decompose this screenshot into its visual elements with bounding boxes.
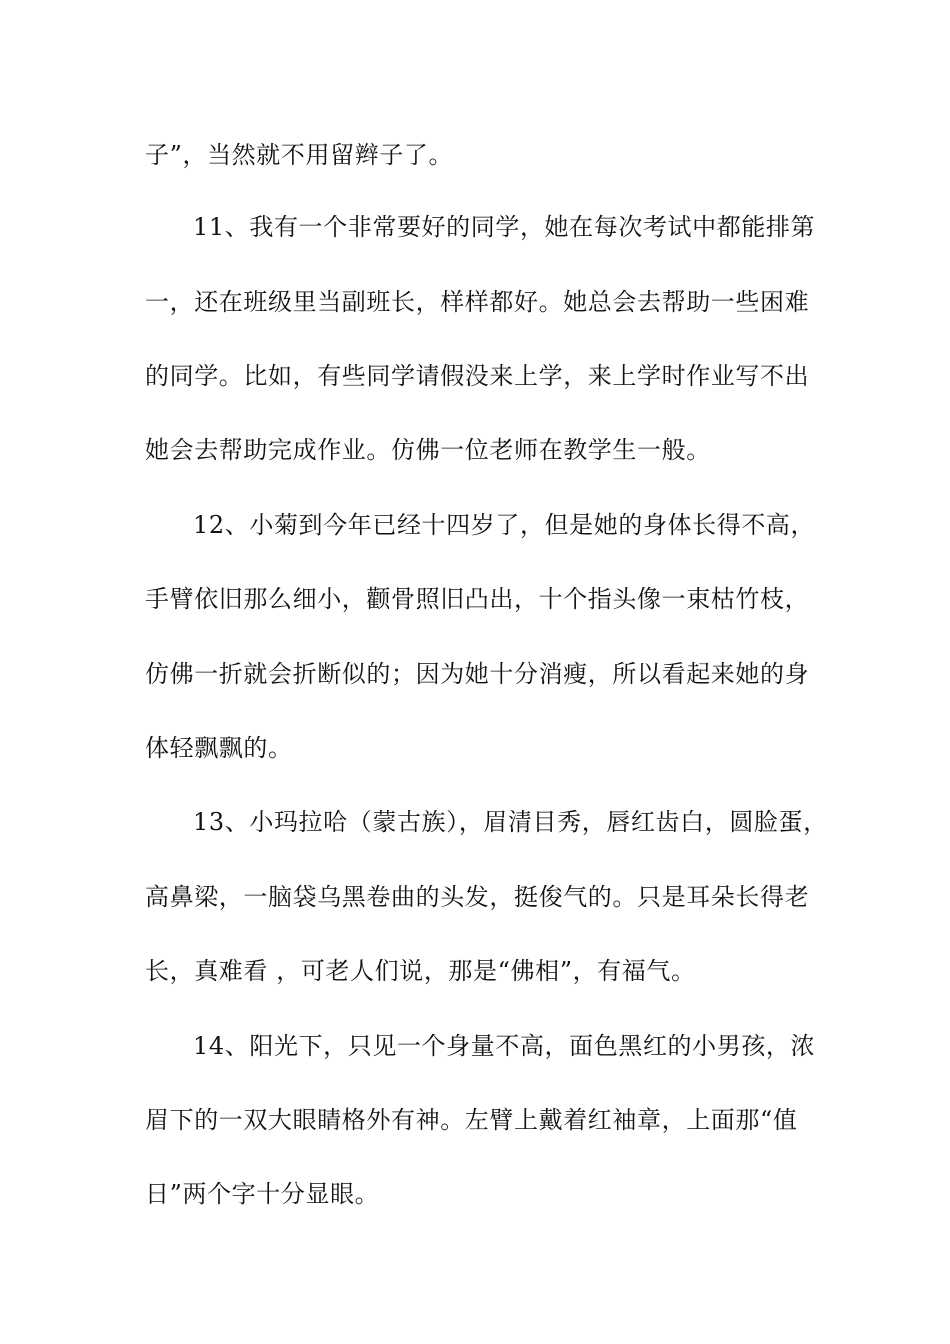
text-line: 她会去帮助完成作业。仿佛一位老师在教学生一般。 [145, 436, 711, 464]
text-line: 眉下的一双大眼睛格外有神。左臂上戴着红袖章，上面那“值 [145, 1106, 798, 1134]
text-line: 手臂依旧那么细小，颧骨照旧凸出，十个指头像一束枯竹枝， [145, 585, 810, 613]
paragraph-11-line-1: 11、我有一个非常要好的同学，她在每次考试中都能排第 [193, 213, 816, 241]
paragraph-12-line-1: 12、小菊到今年已经十四岁了，但是她的身体长得不高， [193, 511, 816, 539]
text-line: 体轻飘飘的。 [145, 734, 293, 762]
text-line: 日”两个字十分显眼。 [145, 1180, 380, 1208]
text-line: 子”，当然就不用留辫子了。 [145, 141, 454, 169]
text-line: 长，真难看 ，可老人们说，那是“佛相”，有福气。 [145, 957, 696, 985]
paragraph-14-line-1: 14、阳光下，只见一个身量不高，面色黑红的小男孩，浓 [193, 1032, 816, 1060]
text-line: 一，还在班级里当副班长，样样都好。她总会去帮助一些困难 [145, 288, 810, 316]
text-line: 高鼻梁，一脑袋乌黑卷曲的头发，挺俊气的。只是耳朵长得老 [145, 883, 810, 911]
text-line: 仿佛一折就会折断似的；因为她十分消瘦，所以看起来她的身 [145, 660, 810, 688]
text-line: 的同学。比如，有些同学请假没来上学，来上学时作业写不出 [145, 362, 810, 390]
paragraph-13-line-1: 13、小玛拉哈（蒙古族），眉清目秀，唇红齿白，圆脸蛋， [193, 808, 828, 836]
